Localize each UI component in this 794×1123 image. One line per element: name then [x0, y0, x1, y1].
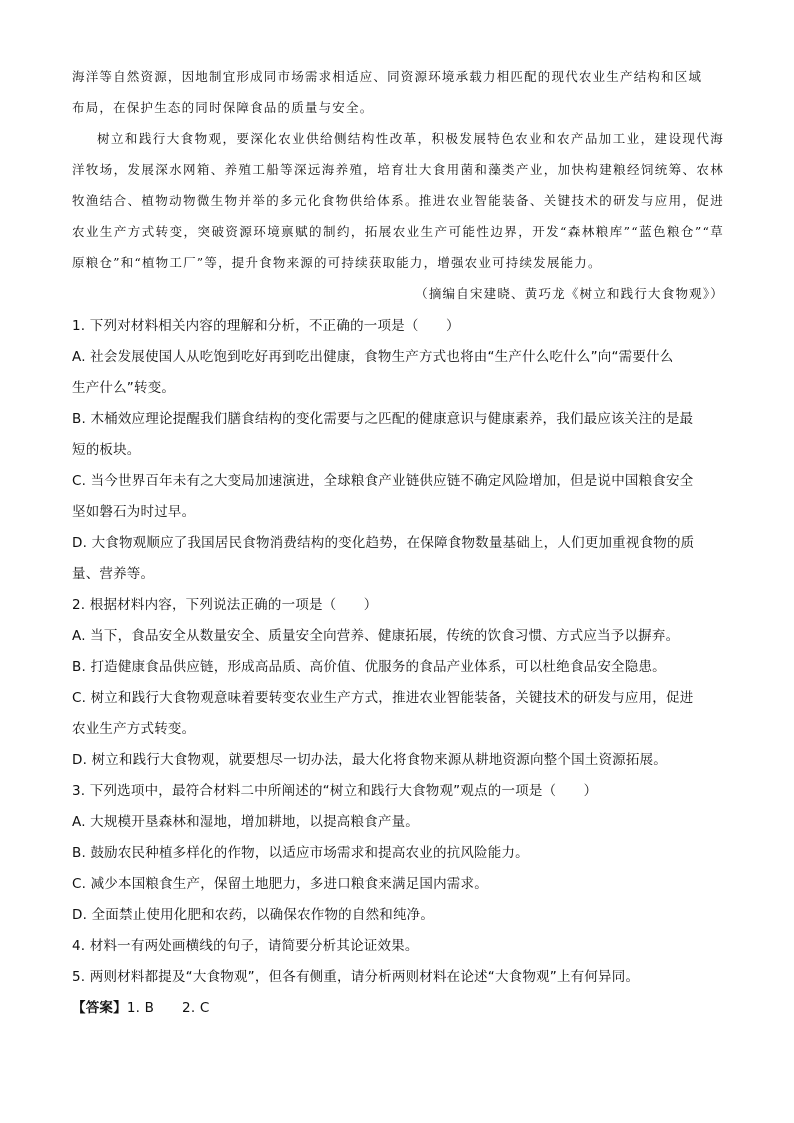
answer-label: 【答案】	[72, 1000, 127, 1016]
question-2-option-c: C. 树立和践行大食物观意味着要转变农业生产方式，推进农业智能装备，关键技术的研发与应用，促进	[72, 690, 694, 706]
question-1-option-d: D. 大食物观顺应了我国居民食物消费结构的变化趋势，在保障食物数量基础上，人们更加重视食物的质	[72, 535, 695, 551]
question-1-option-a-cont: 生产什么”转变。	[72, 380, 176, 396]
question-2-option-b: B. 打造健康食品供应链，形成高品质、高价值、优服务的食品产业体系，可以杜绝食品安全隐患。	[72, 659, 666, 675]
question-2-option-a: A. 当下，食品安全从数量安全、质量安全向营养、健康拓展，传统的饮食习惯、方式应当予以摒弃。	[72, 628, 680, 644]
answer-2: 2. C	[182, 1000, 210, 1016]
material-continuation-line: 布局，在保护生态的同时保障食品的质量与安全。	[72, 100, 374, 115]
question-5-stem: 5. 两则材料都提及“大食物观”，但各有侧重，请分析两则材料在论述“大食物观”上有何异同。	[72, 969, 640, 985]
question-1-option-a: A. 社会发展使国人从吃饱到吃好再到吃出健康，食物生产方式也将由“生产什么吃什么”向“需要什么	[72, 349, 674, 365]
question-2-option-d: D. 树立和践行大食物观，就要想尽一切办法，最大化将食物来源从耕地资源向整个国土资源拓展。	[72, 752, 667, 768]
question-1-option-d-cont: 量、营养等。	[72, 566, 155, 582]
question-4-stem: 4. 材料一有两处画横线的句子，请简要分析其论证效果。	[72, 938, 419, 954]
material-text	[72, 61, 724, 309]
question-list	[72, 311, 724, 1024]
question-3-option-d: D. 全面禁止使用化肥和农药，以确保农作物的自然和纯净。	[72, 907, 435, 923]
question-2-option-c-cont: 农业生产方式转变。	[72, 721, 196, 737]
question-3-option-b: B. 鼓励农民种植多样化的作物，以适应市场需求和提高农业的抗风险能力。	[72, 845, 529, 861]
material-paragraph: 树立和践行大食物观，要深化农业供给侧结构性改革，积极发展特色农业和农产品加工业，建设现代海洋牧场，发展深水网箱、养殖工船等深远海养殖，培育壮大食用菌和藻类产业，加快构建粮经饲统筹、农林牧渔结合、植物动物微生物并举的多元化食物供给体系。推进农业智能装备、关键技术的研发与应用，促进农业生产方式转变，突破资源环境禀赋的制约，拓展农业生产可能性边界，开发“森林粮库”“蓝色粮仓”“草原粮仓”和“植物工厂”等，提升食物来源的可持续获取能力，增强农业可持续发展能力。	[72, 131, 724, 270]
question-3-stem: 3. 下列选项中，最符合材料二中所阐述的“树立和践行大食物观”观点的一项是（ ）	[72, 783, 598, 799]
question-3-option-a: A. 大规模开垦森林和湿地，增加耕地，以提高粮食产量。	[72, 814, 419, 830]
question-3-option-c: C. 减少本国粮食生产，保留土地肥力，多进口粮食来满足国内需求。	[72, 876, 488, 892]
material-source: （摘编自宋建晓、黄巧龙《树立和践行大食物观》）	[415, 286, 724, 301]
question-1-stem: 1. 下列对材料相关内容的理解和分析，不正确的一项是（ ）	[72, 318, 460, 334]
question-1-option-b: B. 木桶效应理论提醒我们膳食结构的变化需要与之匹配的健康意识与健康素养，我们最应该关注的是最	[72, 411, 694, 427]
answer-line	[72, 993, 724, 1024]
question-2-stem: 2. 根据材料内容，下列说法正确的一项是（ ）	[72, 597, 378, 613]
question-1-option-c-cont: 坚如磐石为时过早。	[72, 504, 196, 520]
question-1-option-c: C. 当今世界百年未有之大变局加速演进，全球粮食产业链供应链不确定风险增加，但是说中国粮食安全	[72, 473, 694, 489]
material-continuation-line: 海洋等自然资源，因地制宜形成同市场需求相适应、同资源环境承载力相匹配的现代农业生产结构和区域	[72, 69, 703, 84]
answer-1: 1. B	[126, 1000, 155, 1016]
question-1-option-b-cont: 短的板块。	[72, 442, 141, 458]
